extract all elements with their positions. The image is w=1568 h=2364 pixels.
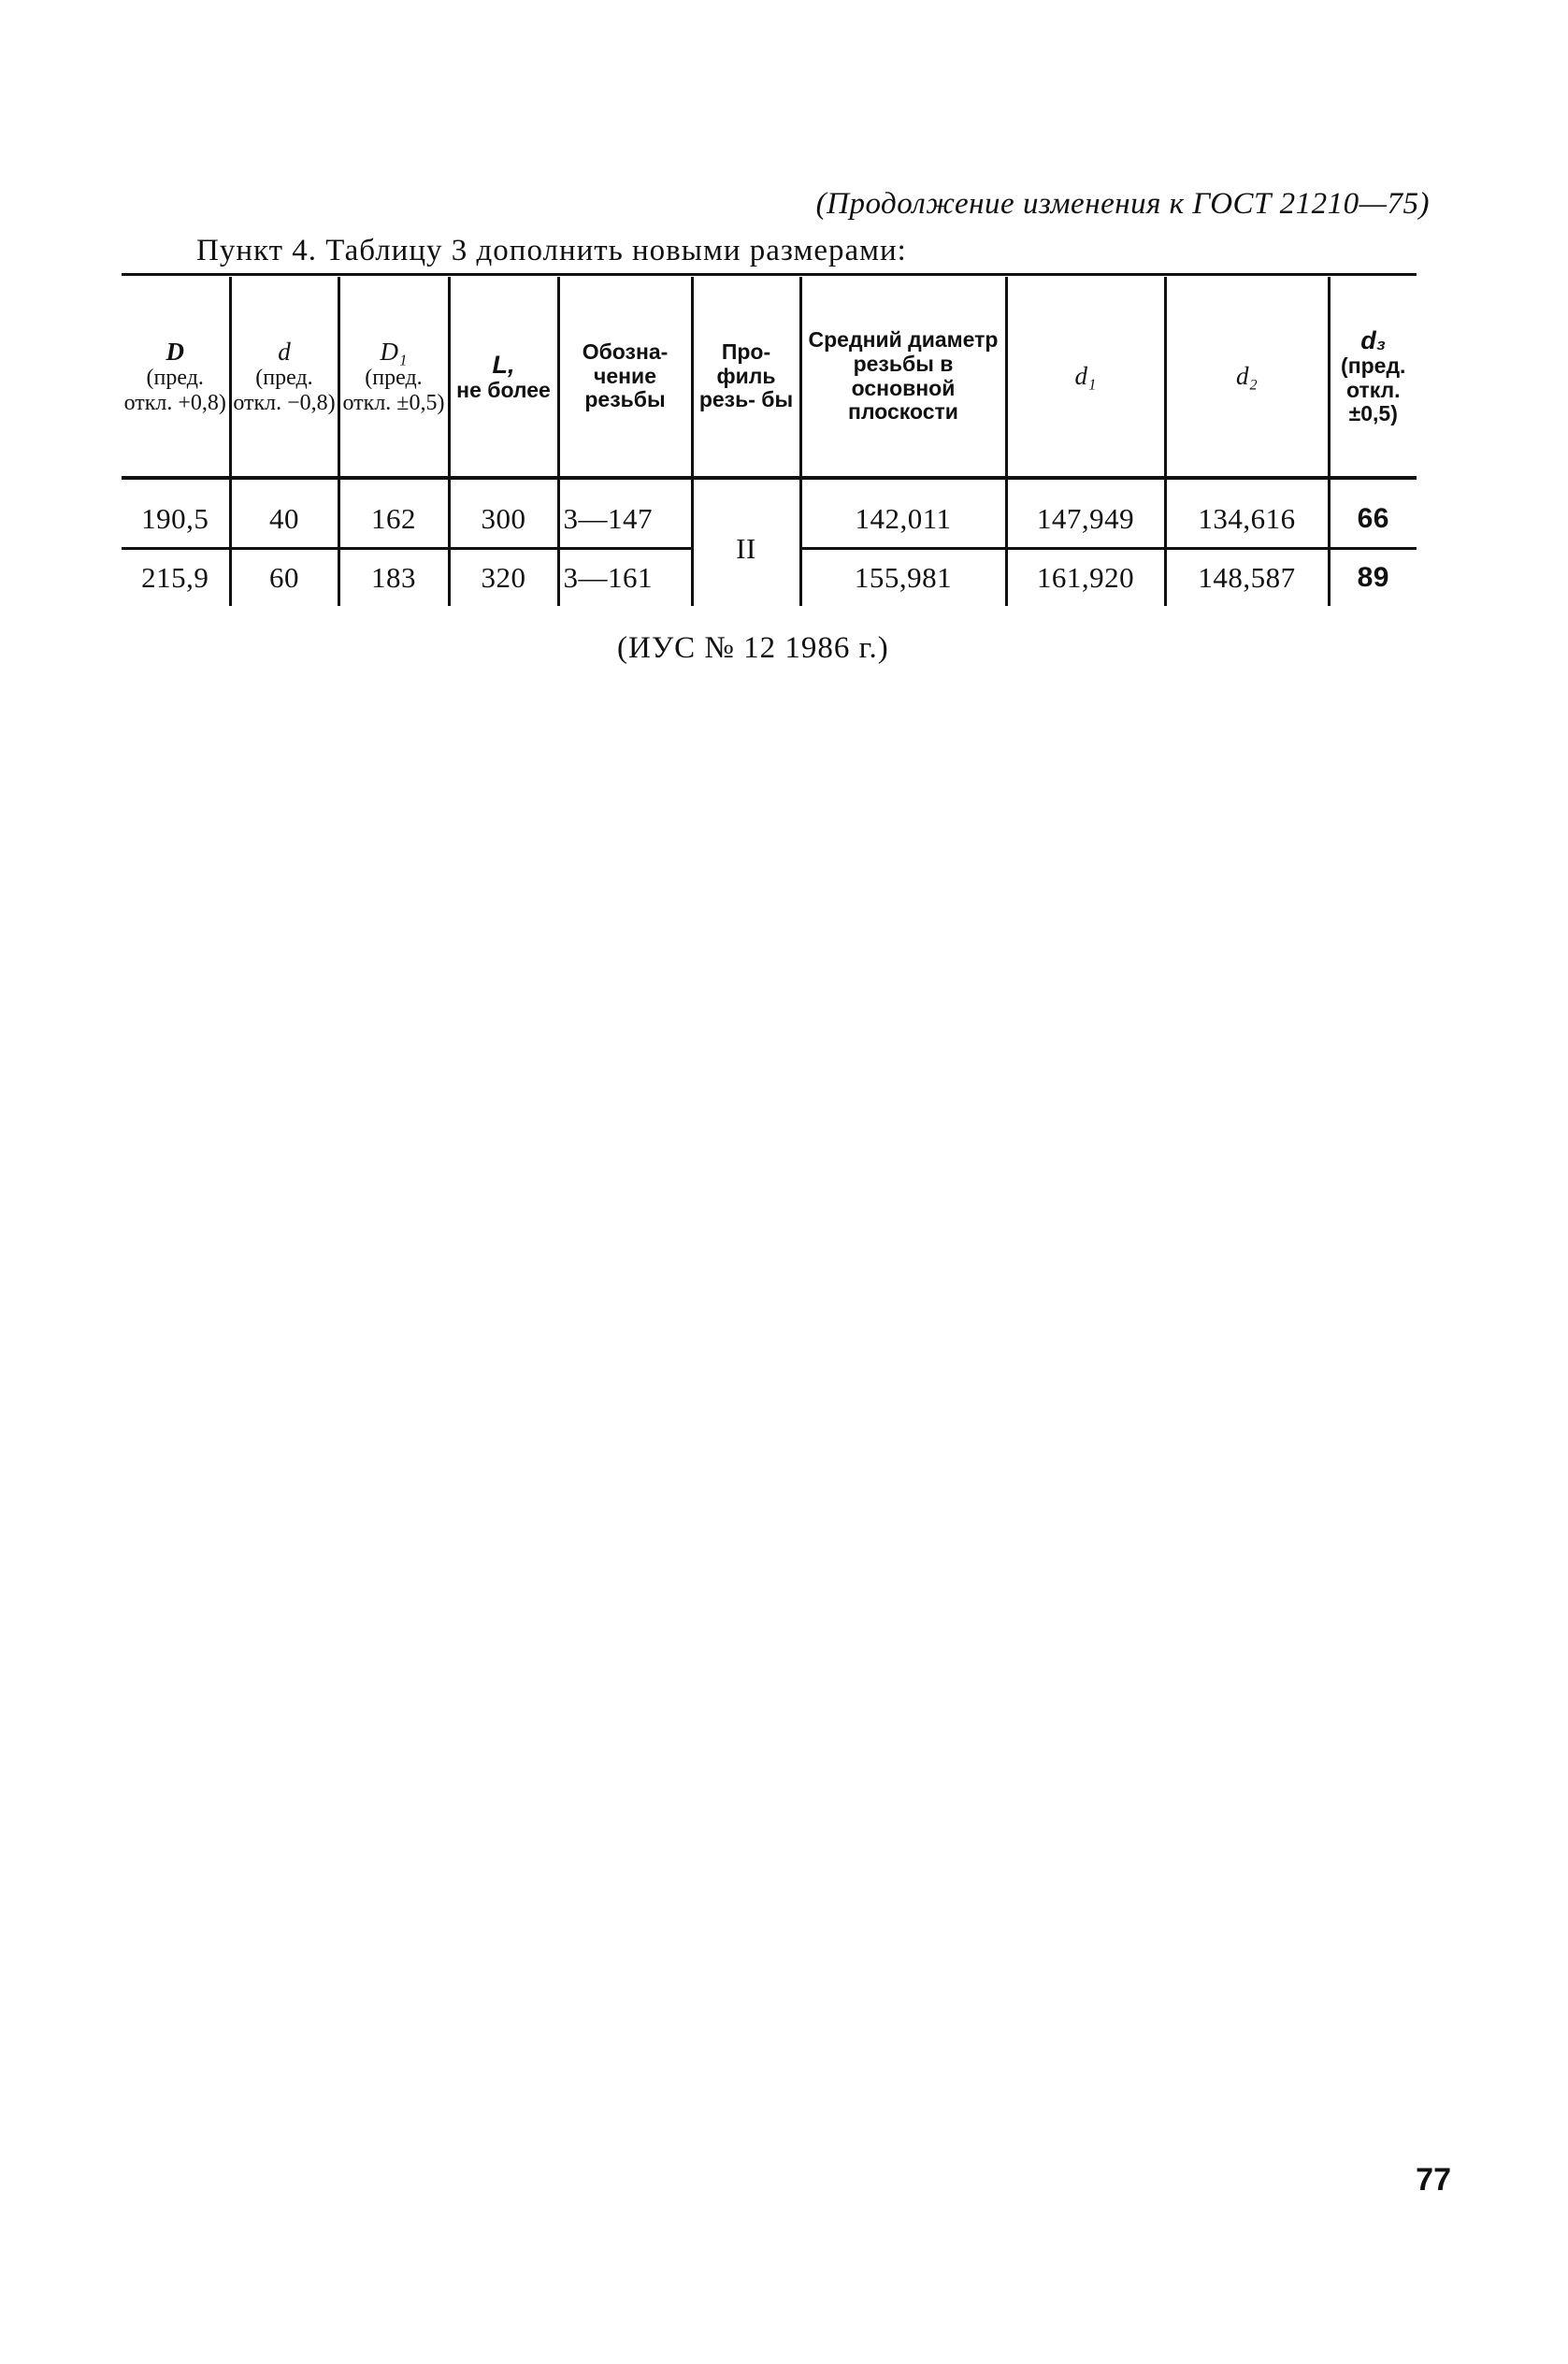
cell-mean-diameter: 142,011 [800,491,1006,549]
cell-D1: 183 [338,549,449,607]
col-header-d3 [1329,277,1417,478]
col-header-profile-text: Про- филь резь- бы [698,339,794,412]
col-header-D [122,277,230,478]
col-header-designation [558,277,692,478]
cell-D1: 162 [338,491,449,549]
table-row [122,491,1417,549]
col-header-d1 [1006,277,1165,478]
cell-L: 300 [449,491,558,549]
cell-d1: 147,949 [1006,491,1165,549]
cell-designation: 3—147 [558,491,692,549]
cell-d3: 89 [1329,549,1417,607]
col-header-D-text: (пред. откл. +0,8) [123,365,226,415]
table-top-rule [122,273,1417,276]
col-header-D-symbol: D [165,337,184,366]
table-spacer-row [122,478,1417,491]
cell-mean-diameter: 155,981 [800,549,1006,607]
col-header-D1-symbol: D₁ [380,337,408,366]
col-header-L-text: не более [456,377,551,402]
col-header-d2 [1165,277,1329,478]
dimensions-table [122,277,1417,606]
cell-D: 190,5 [122,491,230,549]
col-header-d2-symbol: d₂ [1236,362,1258,391]
table-header-row [122,277,1417,478]
continuation-note: (Продолжение изменения к ГОСТ 21210—75) [815,187,1430,221]
col-header-profile [692,277,800,478]
cell-d3: 66 [1329,491,1417,549]
col-header-d3-symbol: d₃ [1360,325,1387,354]
col-header-D1 [338,277,449,478]
col-header-L-symbol: L, [492,350,515,379]
cell-d: 40 [230,491,338,549]
col-header-d3-text: (пред. откл. ±0,5) [1341,353,1406,426]
col-header-mean-diameter-text: Средний диаметр резьбы в основной плоскости [808,327,999,425]
col-header-mean-diameter [800,277,1006,478]
source-note: (ИУС № 12 1986 г.) [617,631,889,665]
cell-d2: 134,616 [1165,491,1329,549]
col-header-d-symbol: d [278,337,291,366]
col-header-d1-symbol: d₁ [1074,362,1097,391]
page-number: 77 [1416,2162,1451,2198]
intro-text: Пункт 4. Таблицу 3 дополнить новыми размерами: [196,234,907,267]
cell-L: 320 [449,549,558,607]
col-header-D1-text: (пред. откл. ±0,5) [342,365,445,415]
col-header-d-text: (пред. откл. −0,8) [233,365,336,415]
col-header-d [230,277,338,478]
cell-designation: 3—161 [558,549,692,607]
cell-profile: II [692,491,800,606]
cell-D: 215,9 [141,561,209,594]
col-header-designation-text: Обозна- чение резьбы [582,339,669,412]
col-header-L [449,277,558,478]
cell-d1: 161,920 [1006,549,1165,607]
cell-d2: 148,587 [1165,549,1329,607]
cell-d: 60 [230,549,338,607]
